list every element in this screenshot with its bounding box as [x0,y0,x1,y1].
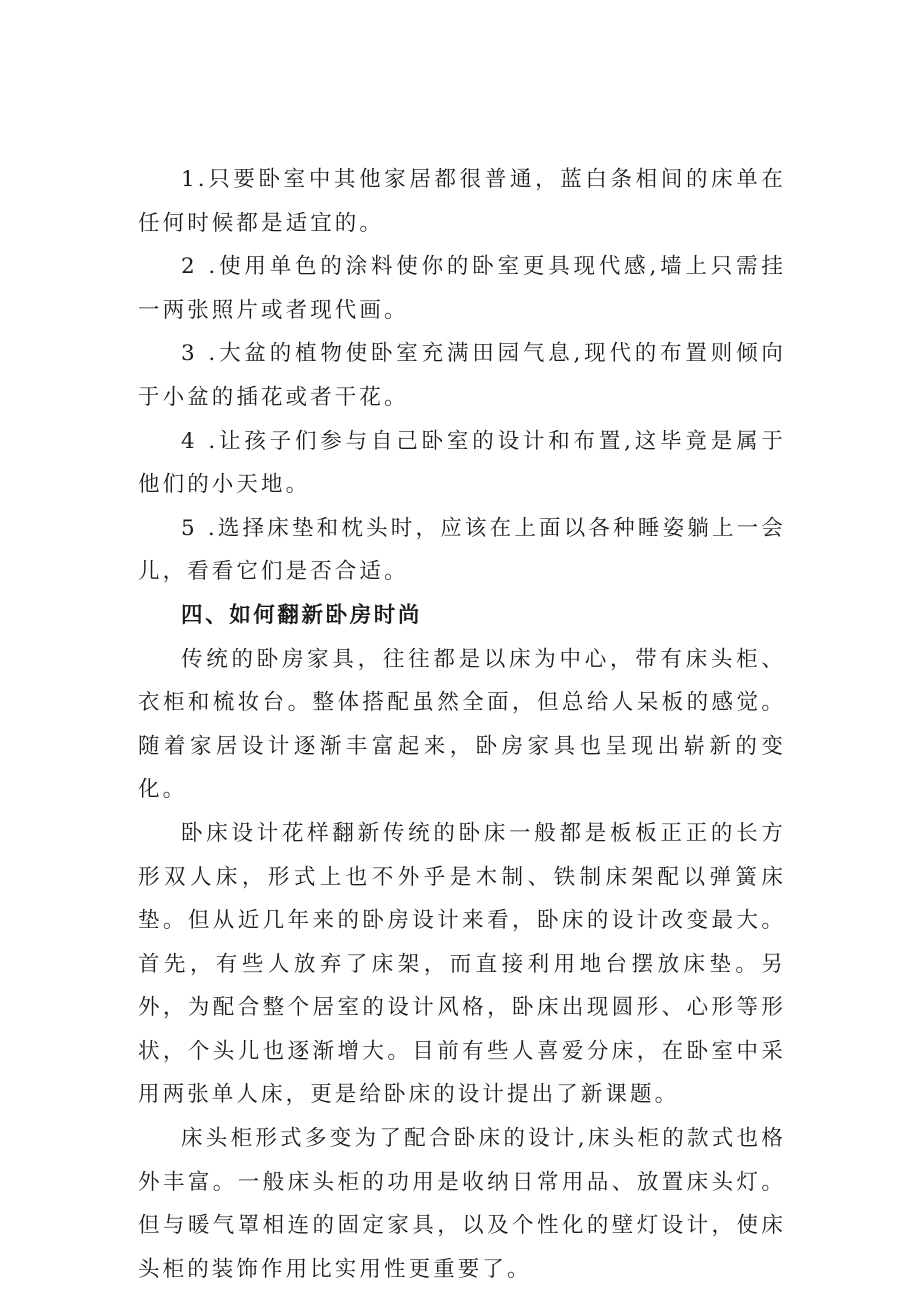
list-item-2: 2 .使用单色的涂料使你的卧室更具现代感,墙上只需挂一两张照片或者现代画。 [138,254,786,323]
paragraph-nightstand: 床头柜形式多变为了配合卧床的设计,床头柜的款式也格外丰富。一般床头柜的功用是收纳日常用品、放置床头灯。但与暖气罩相连的固定家具，以及个性化的壁灯设计，使床头柜的装饰作用比实用性更重要了。 [138,1126,786,1282]
list-item-3: 3 .大盆的植物使卧室充满田园气息,现代的布置则倾向于小盆的插花或者干花。 [138,341,786,410]
paragraph-traditional-furniture: 传统的卧房家具，往往都是以床为中心，带有床头柜、衣柜和梳妆台。整体搭配虽然全面，但总给人呆板的感觉。随着家居设计逐渐丰富起来，卧房家具也呈现出崭新的变化。 [138,646,786,803]
list-item-1: 1.只要卧室中其他家居都很普通，蓝白条相间的床单在任何时候都是适宜的。 [138,167,786,236]
document-page [138,158,786,1291]
list-item-5: 5 .选择床垫和枕头时，应该在上面以各种睡姿躺上一会儿，看看它们是否合适。 [138,515,786,585]
list-item-4: 4 .让孩子们参与自己卧室的设计和布置,这毕竟是属于他们的小天地。 [138,428,786,498]
paragraph-bed-design: 卧床设计花样翻新传统的卧床一般都是板板正正的长方形双人床，形式上也不外乎是木制、铁制床架配以弹簧床垫。但从近几年来的卧房设计来看，卧床的设计改变最大。首先，有些人放弃了床架，而直接利用地台摆放床垫。另外，为配合整个居室的设计风格，卧床出现圆形、心形等形状，个头儿也逐渐增大。目前有些人喜爱分床，在卧室中采用两张单人床，更是给卧床的设计提出了新课题。 [138,820,786,1108]
section-heading: 四、如何翻新卧房时尚 [181,602,423,628]
